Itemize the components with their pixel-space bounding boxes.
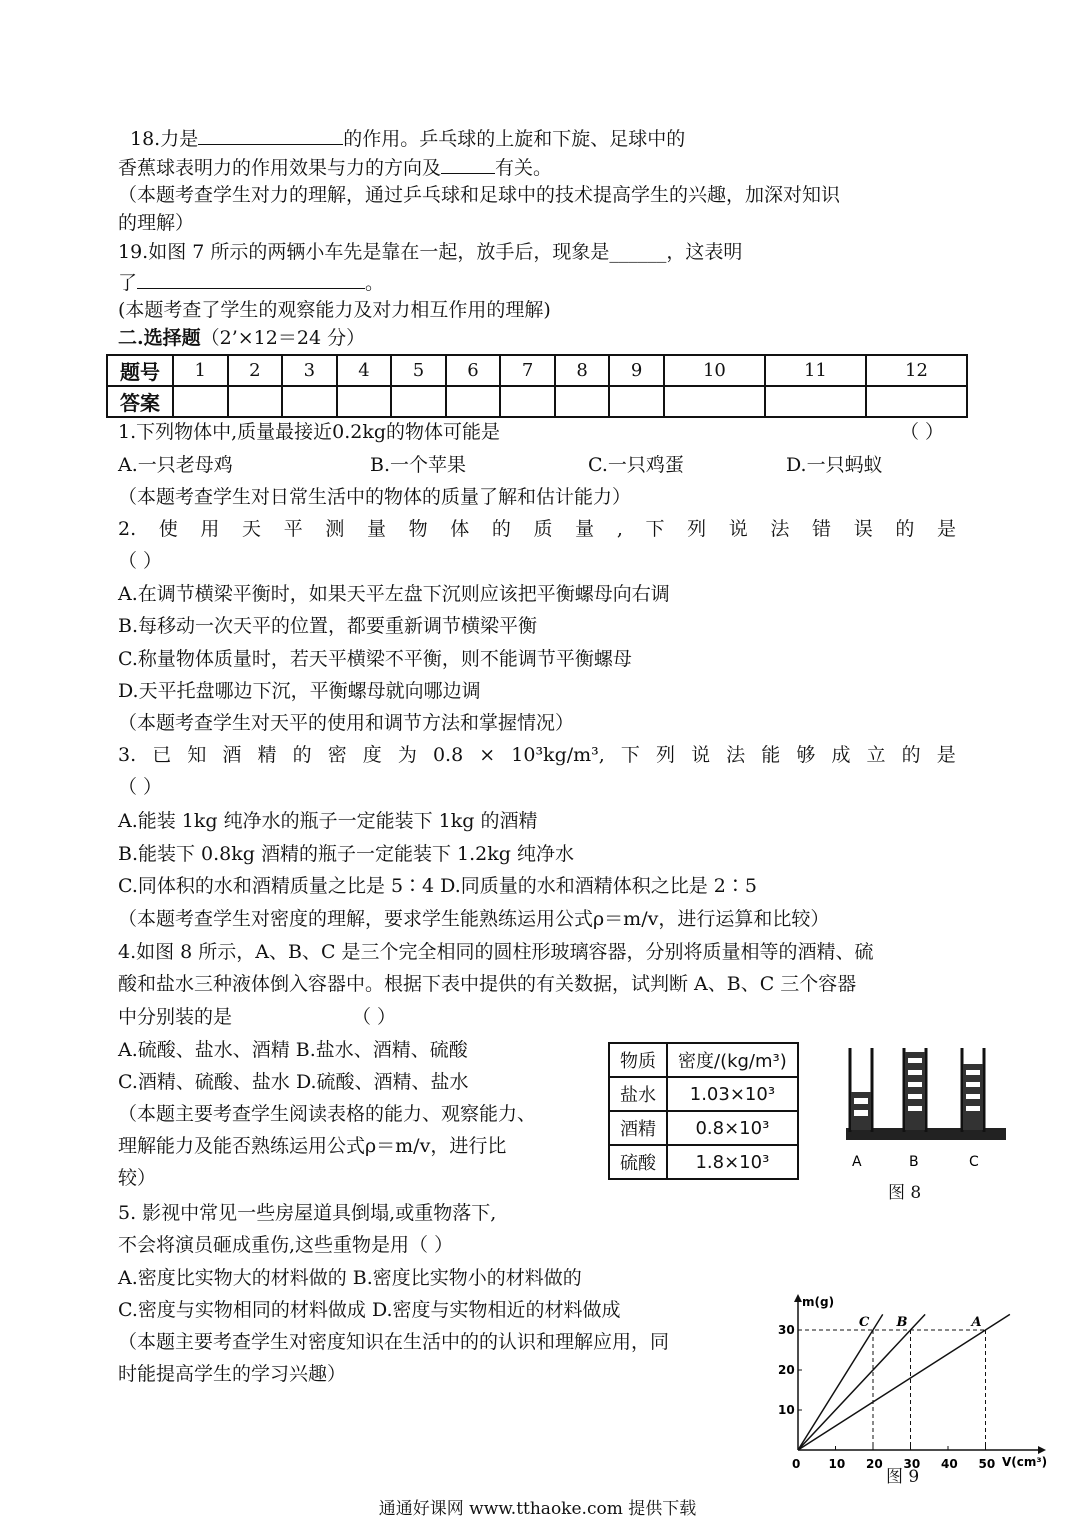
q1-paren: （ ）: [900, 421, 945, 443]
question-number: 7: [500, 355, 555, 386]
y-tick-label: 10: [778, 1403, 795, 1417]
x-axis-arrow: [1038, 1446, 1046, 1454]
answer-cell[interactable]: [500, 386, 555, 417]
density-table-head: 密度/(kg/m³): [667, 1043, 798, 1077]
series-line-B: [798, 1314, 925, 1450]
q2-stem: 2. 使 用 天 平 测 量 物 体 的 质 量 , 下 列 说 法 错 误 的 是: [118, 518, 956, 540]
q18-note2: 的理解）: [118, 212, 195, 234]
q5-options-ab: A.密度比实物大的材料做的 B.密度比实物小的材料做的: [118, 1267, 582, 1289]
answer-cell[interactable]: [866, 386, 967, 417]
answer-table-answer-row: [107, 386, 967, 417]
question-number: 11: [765, 355, 866, 386]
answer-table-head: 答案: [107, 386, 173, 417]
x-tick-label: 40: [941, 1457, 958, 1471]
origin-label: 0: [792, 1457, 801, 1471]
q4-note1: （本题主要考查学生阅读表格的能力、观察能力、: [118, 1103, 537, 1125]
q1-option-b: B.一个苹果: [370, 454, 467, 476]
question-number: 10: [664, 355, 765, 386]
density-value: 1.03×10³: [667, 1077, 798, 1111]
figure-8-containers: [842, 1042, 1008, 1172]
figure-9-chart: [770, 1290, 1050, 1490]
question-number: 6: [446, 355, 501, 386]
q2-option-b: B.每移动一次天平的位置，都要重新调节横梁平衡: [118, 615, 538, 637]
question-number: 5: [391, 355, 446, 386]
answer-blank[interactable]: [137, 268, 365, 289]
answer-table: [106, 354, 968, 418]
q19-line1: 19.如图 7 所示的两辆小车先是靠在一起，放手后，现象是______，这表明: [118, 241, 743, 263]
q2-note: （本题考查学生对天平的使用和调节方法和掌握情况）: [118, 712, 575, 734]
answer-cell[interactable]: [765, 386, 866, 417]
q3-stem: 3. 已 知 酒 精 的 密 度 为 0.8 × 10³kg/m³, 下 列 说 法 能 够 成 立 的 是: [118, 744, 956, 766]
density-table: [608, 1042, 799, 1180]
series-label-C: C: [859, 1315, 870, 1330]
container-label: C: [969, 1154, 979, 1170]
question-number: 12: [866, 355, 967, 386]
substance-name: 酒精: [609, 1111, 667, 1145]
answer-blank[interactable]: [198, 124, 343, 145]
answer-cell[interactable]: [609, 386, 664, 417]
q3-option-a: A.能装 1kg 纯净水的瓶子一定能装下 1kg 的酒精: [118, 810, 538, 832]
q18-line1: 18.力是 的作用。乒乓球的上旋和下旋、足球中的: [130, 124, 685, 152]
q1-option-c: C.一只鸡蛋: [588, 454, 684, 476]
substance-name: 盐水: [609, 1077, 667, 1111]
q4-note2: 理解能力及能否熟练运用公式ρ＝m/v，进行比: [118, 1135, 507, 1157]
q2-option-a: A.在调节横梁平衡时，如果天平左盘下沉则应该把平衡螺母向右调: [118, 583, 670, 605]
answer-cell[interactable]: [337, 386, 392, 417]
page-footer: 通通好课网 www.tthaoke.com 提供下载: [378, 1499, 697, 1519]
density-value: 0.8×10³: [667, 1111, 798, 1145]
answer-cell[interactable]: [282, 386, 337, 417]
figure-9-caption: 图 9: [886, 1467, 920, 1487]
q19-note: (本题考查了学生的观察能力及对力相互作用的理解): [118, 299, 551, 321]
container-c: [962, 1048, 984, 1132]
series-line-A: [798, 1314, 1010, 1450]
q2-option-c: C.称量物体质量时，若天平横梁不平衡，则不能调节平衡螺母: [118, 648, 632, 670]
q5-note1: （本题主要考查学生对密度知识在生活中的的认识和理解应用，同: [118, 1331, 670, 1353]
density-value: 1.8×10³: [667, 1145, 798, 1179]
q18-note1: （本题考查学生对力的理解，通过乒乓球和足球中的技术提高学生的兴趣，加深对知识: [118, 184, 841, 206]
container-label: A: [852, 1154, 862, 1170]
y-tick-label: 20: [778, 1363, 795, 1377]
container-a: [850, 1048, 872, 1132]
q3-option-cd: C.同体积的水和酒精质量之比是 5∶4 D.同质量的水和酒精体积之比是 2∶5: [118, 875, 757, 897]
substance-name: 硫酸: [609, 1145, 667, 1179]
answer-cell[interactable]: [173, 386, 228, 417]
x-tick-label: 50: [978, 1457, 996, 1471]
density-table-head: 物质: [609, 1043, 667, 1077]
section-title: 二.选择题（2’×12＝24 分）: [118, 327, 366, 349]
x-tick-label: 20: [866, 1457, 883, 1471]
q4-options-ab: A.硫酸、盐水、酒精 B.盐水、酒精、硫酸: [118, 1039, 468, 1061]
container-label: B: [909, 1154, 919, 1170]
series-line-C: [798, 1314, 883, 1450]
q5-line1: 5. 影视中常见一些房屋道具倒塌,或重物落下,: [118, 1202, 497, 1224]
q4-line1: 4.如图 8 所示，A、B、C 是三个完全相同的圆柱形玻璃容器，分别将质量相等的酒精、硫: [118, 941, 874, 963]
x-axis-label: V(cm³): [1002, 1455, 1048, 1469]
q3-paren: （ ）: [118, 776, 163, 798]
q2-option-d: D.天平托盘哪边下沉，平衡螺母就向哪边调: [118, 680, 481, 702]
answer-cell[interactable]: [391, 386, 446, 417]
q18-line2: 香蕉球表明力的作用效果与力的方向及 有关。: [118, 153, 552, 181]
series-label-A: A: [971, 1315, 982, 1330]
figure-8-caption: 图 8: [888, 1183, 922, 1203]
question-number: 2: [228, 355, 283, 386]
answer-cell[interactable]: [664, 386, 765, 417]
q5-options-cd: C.密度与实物相同的材料做成 D.密度与实物相近的材料做成: [118, 1299, 621, 1321]
question-number: 4: [337, 355, 392, 386]
q5-note2: 时能提高学生的学习兴趣）: [118, 1363, 347, 1385]
answer-table-head: 题号: [107, 355, 173, 386]
y-axis-arrow: [794, 1294, 802, 1302]
series-label-B: B: [896, 1315, 908, 1330]
answer-table-number-row: [107, 355, 967, 386]
answer-cell[interactable]: [446, 386, 501, 417]
answer-cell[interactable]: [555, 386, 610, 417]
x-tick-label: 30: [903, 1457, 921, 1471]
q4-line2: 酸和盐水三种液体倒入容器中。根据下表中提供的有关数据，试判断 A、B、C 三个容器: [118, 973, 857, 995]
q4-line3: 中分别装的是 （ ）: [118, 1006, 397, 1028]
y-axis-label: m(g): [802, 1295, 835, 1309]
answer-cell[interactable]: [228, 386, 283, 417]
q5-line2: 不会将演员砸成重伤,这些重物是用（ ）: [118, 1234, 454, 1256]
container-b: [904, 1048, 926, 1132]
question-number: 9: [609, 355, 664, 386]
q3-note: （本题考查学生对密度的理解，要求学生能熟练运用公式ρ＝m/v，进行运算和比较）: [118, 908, 830, 930]
q1-note: （本题考查学生对日常生活中的物体的质量了解和估计能力）: [118, 486, 632, 508]
q3-option-b: B.能装下 0.8kg 酒精的瓶子一定能装下 1.2kg 纯净水: [118, 843, 574, 865]
x-tick-label: 10: [828, 1457, 846, 1471]
q1-option-a: A.一只老母鸡: [118, 454, 233, 476]
q1-option-d: D.一只蚂蚁: [786, 454, 883, 476]
q1-stem: 1.下列物体中,质量最接近0.2kg的物体可能是: [118, 421, 501, 443]
question-number: 3: [282, 355, 337, 386]
q2-paren: （ ）: [118, 550, 163, 572]
q19-line2: 了 。: [118, 268, 384, 296]
q4-options-cd: C.酒精、硫酸、盐水 D.硫酸、酒精、盐水: [118, 1071, 469, 1093]
question-number: 1: [173, 355, 228, 386]
y-tick-label: 30: [778, 1323, 795, 1337]
answer-blank[interactable]: [441, 153, 495, 174]
q4-note3: 较）: [118, 1167, 157, 1189]
question-number: 8: [555, 355, 610, 386]
